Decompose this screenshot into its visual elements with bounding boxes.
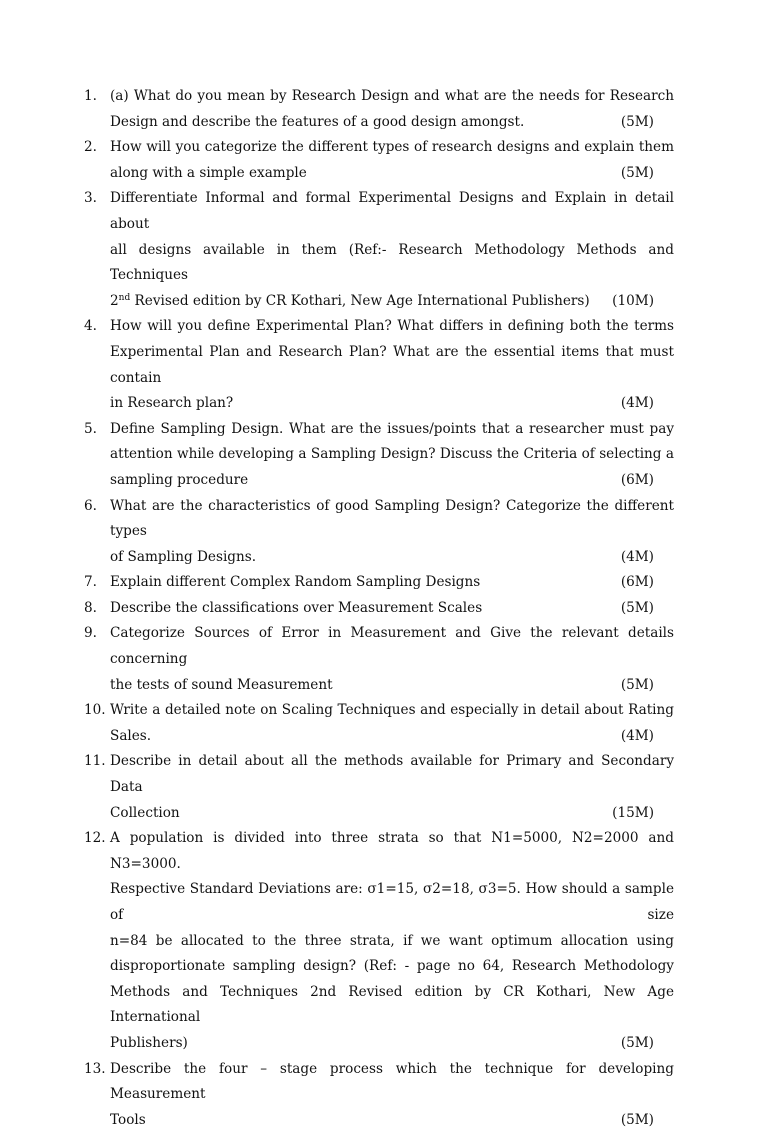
question-text [110,698,674,749]
question-item [84,698,674,749]
marks-label: (5M) [620,599,654,616]
question-number: 3. [84,190,97,207]
question-text [110,749,674,826]
question-item [84,749,674,826]
question-last-words: Tools [110,1111,146,1128]
question-line: Describe the four – stage process which the technique for developing Measurement [110,1060,674,1103]
question-line: How will you categorize the different types of research designs and explain them [110,139,674,156]
question-last-words: Describe the classifications over Measurement Scales [110,599,483,616]
question-text [110,84,674,135]
question-text [110,314,674,416]
question-item [84,135,674,186]
question-last-text [110,1108,146,1133]
question-line: Define Sampling Design. What are the issues/points that a researcher must pay [110,420,674,437]
question-number: 1. [84,88,97,104]
question-last-words: Publishers) [110,1034,188,1051]
question-number: 7. [84,574,97,591]
marks-label: (4M) [620,548,654,565]
ordinal-suffix: nd [118,292,131,303]
marks-label: (15M) [612,804,654,821]
question-line: attention while developing a Sampling Design? Discuss the Criteria of selecting a [110,446,674,463]
question-item [84,621,674,698]
question-text [110,596,674,622]
marks-label: (5M) [620,1111,654,1128]
question-last-text [110,468,248,494]
question-last-text [110,724,151,750]
question-item [84,494,674,571]
question-last-line [110,289,674,315]
question-last-text [110,110,524,136]
question-last-words: Sales. [110,727,152,744]
question-last-line [110,110,674,136]
question-line: n=84 be allocated to the three strata, if we want optimum allocation using [110,932,674,949]
question-last-words: Explain different Complex Random Sampling Designs [110,574,481,591]
question-last-line [110,724,674,750]
question-text [110,135,674,186]
question-item [84,1057,674,1133]
question-last-text [110,545,256,571]
question-last-line [110,545,674,571]
question-line: all designs available in them (Ref:- Research Methodology Methods and Techniques [110,241,674,284]
question-line: Respective Standard Deviations are: σ1=15, σ2=18, σ3=5. How should a sample of size [110,881,674,923]
question-last-line [110,468,674,494]
marks-label: (10M) [612,292,654,309]
question-text [110,417,674,494]
question-last-text [110,161,307,187]
question-item [84,596,674,622]
question-last-words: Design and describe the features of a good design amongst. [110,113,525,130]
question-line: Write a detailed note on Scaling Techniques and especially in detail about Rating [110,702,674,719]
marks-label: (5M) [620,113,654,130]
question-line: How will you define Experimental Plan? What differs in defining both the terms [110,318,674,335]
question-last-text [110,391,233,417]
question-last-line [110,673,674,699]
question-last-text [110,801,180,827]
question-last-words: Collection [110,804,180,821]
question-number: 11. [84,753,106,770]
question-number: 5. [84,420,97,437]
question-text [110,494,674,571]
question-list [84,84,674,1133]
question-item [84,570,674,596]
question-text [110,1057,674,1133]
question-last-line [110,161,674,187]
question-last-line [110,570,674,596]
question-line: A population is divided into three strata so that N1=5000, N2=2000 and N3=3000. [110,830,674,872]
question-last-line [110,1108,674,1133]
question-line: Describe in detail about all the methods available for Primary and Secondary Data [110,753,674,796]
question-number: 2. [84,139,97,156]
question-last-text [110,570,480,596]
ordinal-number: 2 [110,292,119,309]
marks-label: (5M) [620,676,654,693]
question-text [110,186,674,314]
question-number: 13. [84,1060,106,1077]
question-line: What are the characteristics of good Sampling Design? Categorize the different types [110,497,674,540]
question-item [84,826,674,1056]
question-number: 8. [84,599,97,616]
question-last-words: in Research plan? [110,395,234,412]
question-last-text [110,289,590,315]
question-last-line [110,801,674,827]
question-last-words: the tests of sound Measurement [110,676,333,693]
question-last-words: of Sampling Designs. [110,548,257,565]
question-last-words: along with a simple example [110,164,307,181]
marks-label: (6M) [620,471,654,488]
question-text [110,826,674,1056]
question-number: 9. [84,625,97,642]
question-number: 10. [84,702,106,719]
question-item [84,417,674,494]
question-text [110,621,674,698]
marks-label: (5M) [620,1034,654,1051]
question-line: Differentiate Informal and formal Experimental Designs and Explain in detail about [110,190,674,232]
question-number: 4. [84,318,97,335]
question-line: Experimental Plan and Research Plan? What are the essential items that must contain [110,343,674,386]
question-text [110,570,674,596]
question-last-words: sampling procedure [110,471,249,488]
question-last-line [110,1031,674,1057]
question-line: Methods and Techniques 2nd Revised edition by CR Kothari, New Age International [110,983,674,1026]
question-number: 6. [84,497,97,514]
question-last-text [110,596,482,622]
marks-label: (4M) [620,727,654,744]
question-number: 12. [84,830,106,847]
marks-label: (6M) [620,574,654,591]
marks-label: (5M) [620,164,654,181]
question-item [84,84,674,135]
question-line: (a) What do you mean by Research Design and what are the needs for Research [110,88,674,104]
question-last-line [110,596,674,622]
question-line: Categorize Sources of Error in Measurement and Give the relevant details concerning [110,625,674,668]
question-item [84,314,674,416]
question-last-words: Revised edition by CR Kothari, New Age International Publishers) [130,292,590,309]
question-last-text [110,673,333,699]
marks-label: (4M) [620,395,654,412]
question-line: disproportionate sampling design? (Ref: - page no 64, Research Methodology [110,958,674,975]
question-last-line [110,391,674,417]
question-last-text [110,1031,188,1057]
question-item [84,186,674,314]
